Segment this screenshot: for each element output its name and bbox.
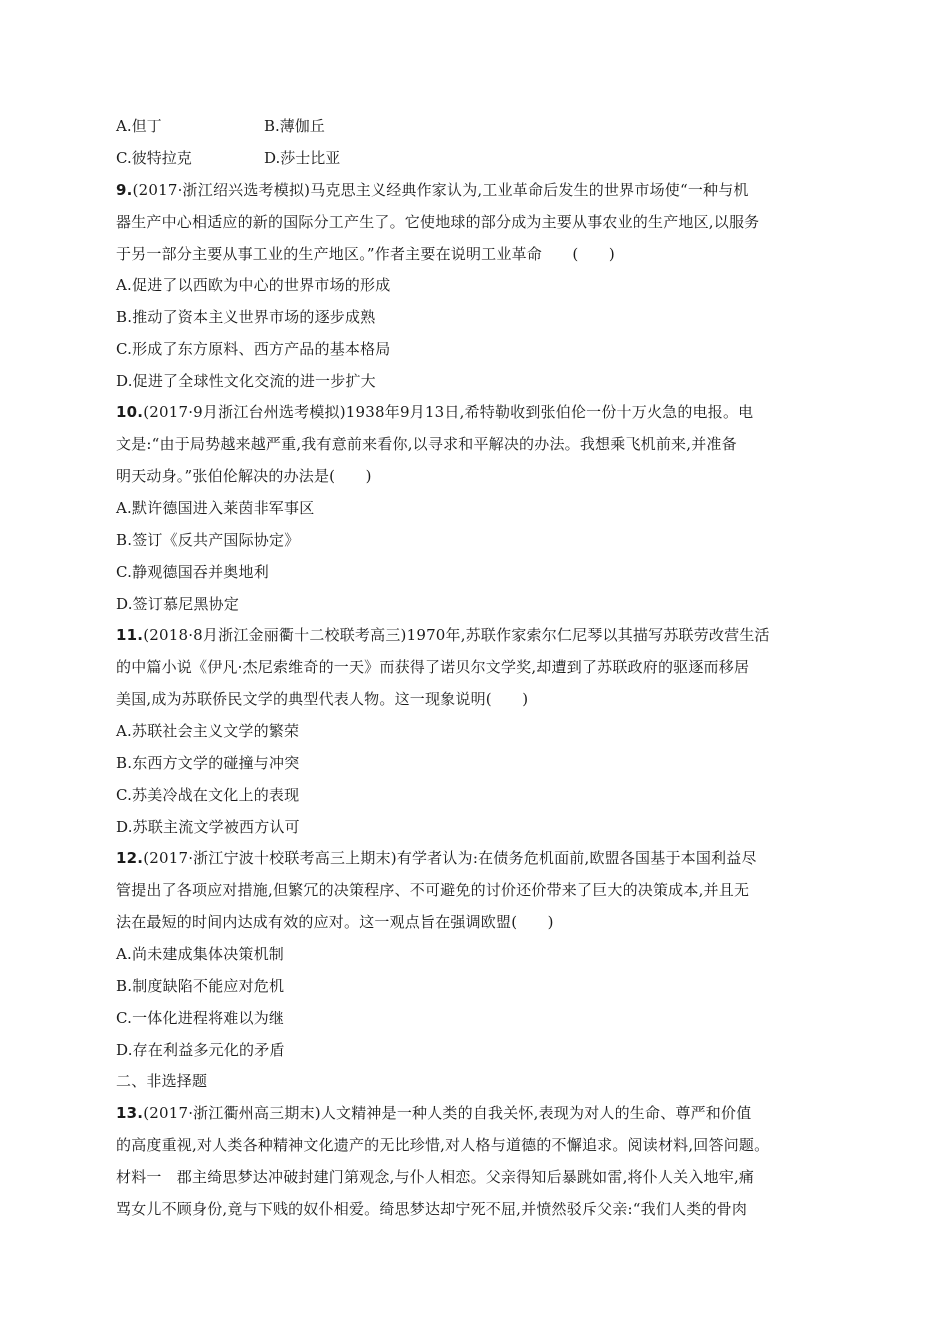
q9-stem-line-3: 于另一部分主要从事工业的生产地区。”作者主要在说明工业革命 ( ) [116, 245, 615, 263]
q12-stem-line-2: 管提出了各项应对措施,但繁冗的决策程序、不可避免的讨价还价带来了巨大的决策成本,并且无 [116, 881, 750, 899]
q13-stem-line-2: 的高度重视,对人类各种精神文化遗产的无比珍惜,对人格与道德的不懈追求。阅读材料,回答问题。 [116, 1136, 770, 1154]
q13-material-line-1: 材料一 郡主绮思梦达冲破封建门第观念,与仆人相恋。父亲得知后暴跳如雷,将仆人关入地牢,痛 [116, 1168, 755, 1186]
q8-option-d: D.莎士比亚 [264, 149, 341, 167]
q8-option-b: B.薄伽丘 [264, 117, 325, 135]
section-title: 二、非选择题 [116, 1072, 208, 1090]
q9-option-a: A.促进了以西欧为中心的世界市场的形成 [116, 276, 391, 294]
q11-stem-line-3: 美国,成为苏联侨民文学的典型代表人物。这一现象说明( ) [116, 690, 529, 708]
q9-number: 9. [116, 181, 133, 199]
q10-option-c: C.静观德国吞并奥地利 [116, 563, 269, 581]
q9-text-1: (2017·浙江绍兴选考模拟)马克思主义经典作家认为,工业革命后发生的世界市场使“一种与机 [132, 181, 749, 199]
q10-number: 10. [116, 403, 144, 421]
q12-option-b: B.制度缺陷不能应对危机 [116, 977, 285, 995]
q12-number: 12. [116, 849, 144, 867]
q12-option-a: A.尚未建成集体决策机制 [116, 945, 285, 963]
q13-number: 13. [116, 1104, 144, 1122]
q11-option-b: B.东西方文学的碰撞与冲突 [116, 754, 300, 772]
q11-option-c: C.苏美冷战在文化上的表现 [116, 786, 300, 804]
q11-stem-line-1 [116, 625, 836, 645]
q13-material-line-2: 骂女儿不顾身份,竟与下贱的奴仆相爱。绮思梦达却宁死不屈,并愤然驳斥父亲:“我们人类的骨肉 [116, 1200, 748, 1218]
q13-text-1: (2017·浙江衢州高三期末)人文精神是一种人类的自我关怀,表现为对人的生命、尊严和价值 [143, 1104, 752, 1122]
q10-text-1: (2017·9月浙江台州选考模拟)1938年9月13日,希特勒收到张伯伦一份十万火急的电报。电 [143, 403, 754, 421]
q12-option-d: D.存在利益多元化的矛盾 [116, 1041, 285, 1059]
q11-stem-line-2: 的中篇小说《伊凡·杰尼索维奇的一天》而获得了诺贝尔文学奖,却遭到了苏联政府的驱逐而移居 [116, 658, 750, 676]
q10-option-b: B.签订《反共产国际协定》 [116, 531, 300, 549]
q9-option-b: B.推动了资本主义世界市场的逐步成熟 [116, 308, 376, 326]
q10-option-d: D.签订慕尼黑协定 [116, 595, 240, 613]
q10-stem-line-3: 明天动身。”张伯伦解决的办法是( ) [116, 467, 372, 485]
q9-option-d: D.促进了全球性文化交流的进一步扩大 [116, 372, 376, 390]
q10-stem-line-2: 文是:“由于局势越来越严重,我有意前来看你,以寻求和平解决的办法。我想乘飞机前来,并准备 [116, 435, 737, 453]
q11-text-1: (2018·8月浙江金丽衢十二校联考高三)1970年,苏联作家索尔仁尼琴以其描写苏联劳改营生活 [143, 626, 770, 644]
q12-text-1: (2017·浙江宁波十校联考高三上期末)有学者认为:在债务危机面前,欧盟各国基于本国利益尽 [143, 849, 757, 867]
q12-stem-line-1 [116, 848, 836, 868]
q11-option-a: A.苏联社会主义文学的繁荣 [116, 722, 300, 740]
q11-option-d: D.苏联主流文学被西方认可 [116, 818, 300, 836]
q10-stem-line-1 [116, 402, 836, 422]
q8-option-a: A.但丁 [116, 117, 162, 135]
q8-option-c: C.彼特拉克 [116, 149, 192, 167]
q9-option-c: C.形成了东方原料、西方产品的基本格局 [116, 340, 391, 358]
q12-option-c: C.一体化进程将难以为继 [116, 1009, 285, 1027]
q9-stem-line-1 [116, 180, 836, 200]
q13-stem-line-1 [116, 1103, 836, 1123]
q12-stem-line-3: 法在最短的时间内达成有效的应对。这一观点旨在强调欧盟( ) [116, 913, 554, 931]
q11-number: 11. [116, 626, 144, 644]
q9-stem-line-2: 器生产中心相适应的新的国际分工产生了。它使地球的部分成为主要从事农业的生产地区,以服务 [116, 213, 760, 231]
q10-option-a: A.默许德国进入莱茵非军事区 [116, 499, 315, 517]
